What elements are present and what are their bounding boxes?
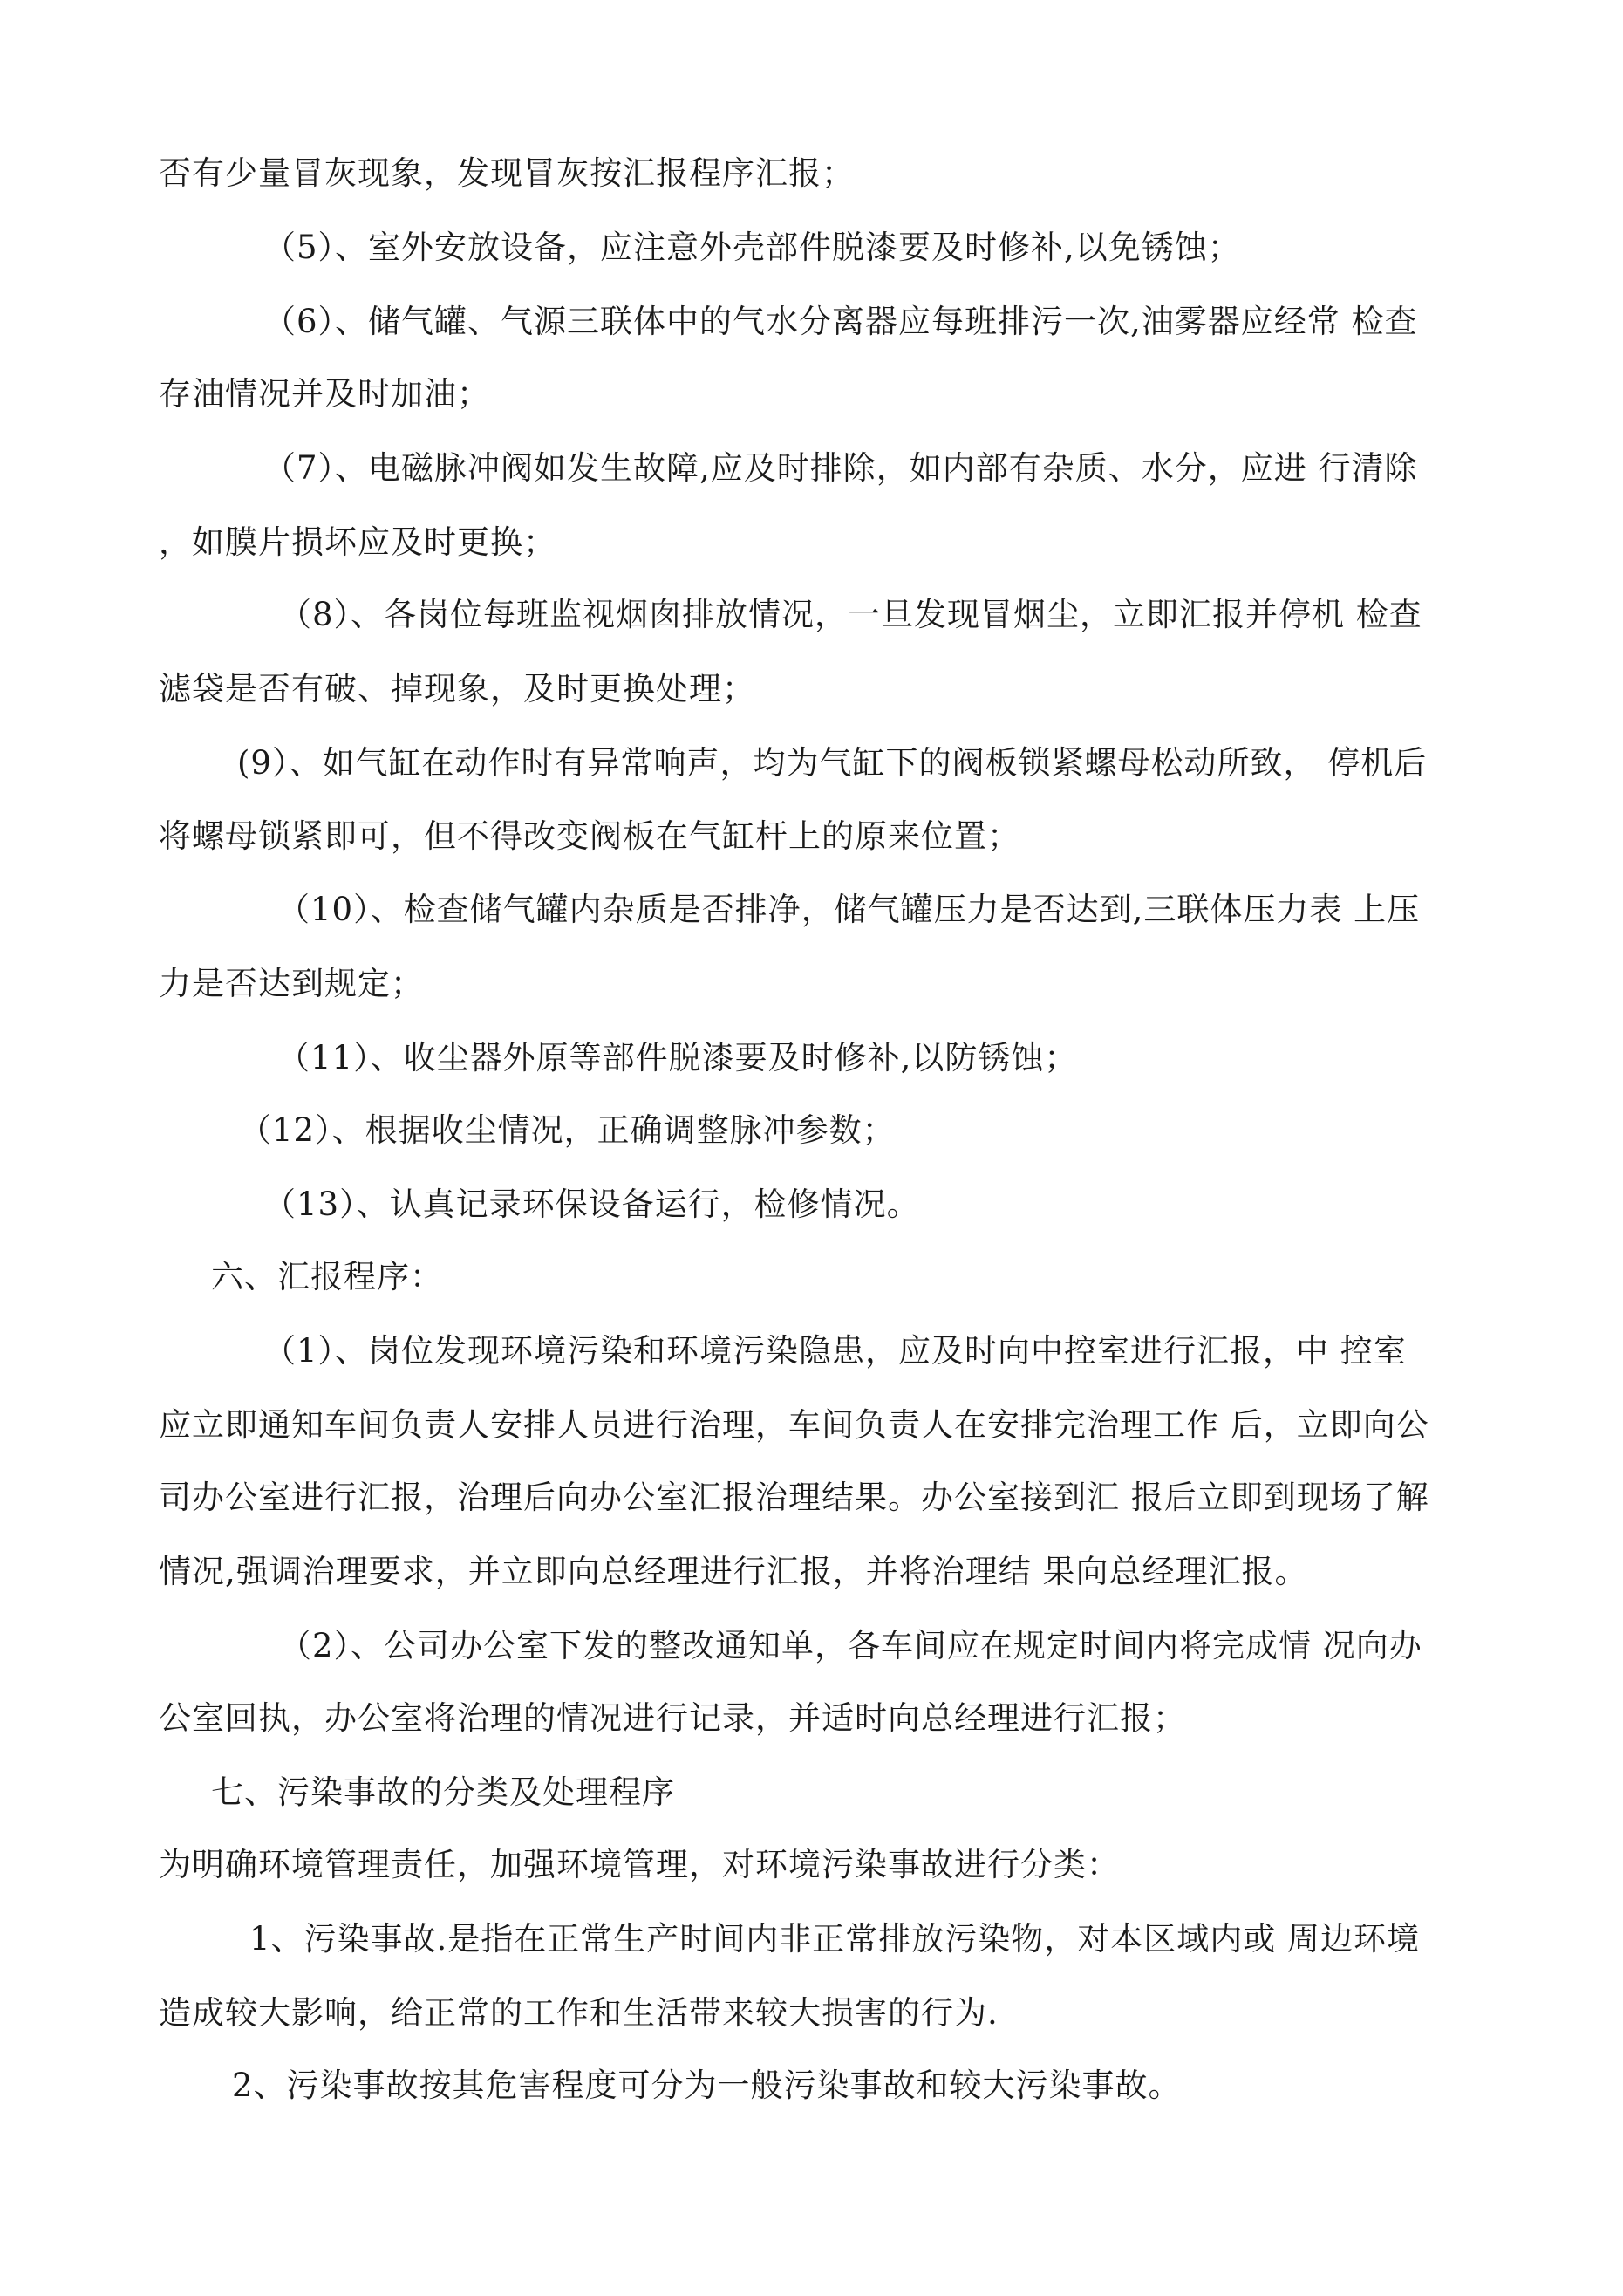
section-heading: 七、污染事故的分类及处理程序 [211, 1773, 675, 1811]
section-heading: 六、汇报程序： [211, 1258, 443, 1295]
text-line: 力是否达到规定； [159, 965, 424, 1002]
text-line: 将螺母锁紧即可，但不得改变阀板在气缸杆上的原来位置； [159, 817, 1020, 855]
text-line: 2、污染事故按其危害程度可分为一般污染事故和较大污染事故。 [232, 2067, 1182, 2104]
text-line: 司办公室进行汇报，治理后向办公室汇报治理结果。办公室接到汇 报后立即到现场了解 [159, 1479, 1429, 1516]
text-line: 存油情况并及时加油； [159, 375, 490, 413]
text-line: （10）、检查储气罐内杂质是否排净，储气罐压力是否达到,三联体压力表 上压 [277, 891, 1421, 928]
text-line: （2）、公司办公室下发的整改通知单，各车间应在规定时间内将完成情 况向办 [279, 1627, 1422, 1664]
text-line: （13）、认真记录环保设备运行，检修情况。 [263, 1186, 920, 1223]
text-line: 为明确环境管理责任，加强环境管理，对环境污染事故进行分类： [159, 1846, 1120, 1883]
text-line: （8）、各岗位每班监视烟囱排放情况，一旦发现冒烟尘，立即汇报并停机 检查 [279, 596, 1422, 633]
text-line: 应立即通知车间负责人安排人员进行治理，车间负责人在安排完治理工作 后，立即向公 [159, 1406, 1429, 1444]
text-line: （6）、储气罐、气源三联体中的气水分离器应每班排污一次,油雾器应经常 检查 [263, 303, 1418, 340]
text-line: （11）、收尘器外原等部件脱漆要及时修补,以防锈蚀； [277, 1039, 1078, 1076]
text-line: 公室回执，办公室将治理的情况进行记录，并适时向总经理进行汇报； [159, 1699, 1186, 1737]
text-line: （7）、电磁脉冲阀如发生故障,应及时排除，如内部有杂质、水分，应进 行清除 [263, 449, 1418, 487]
text-line: 否有少量冒灰现象，发现冒灰按汇报程序汇报； [159, 154, 855, 192]
text-line: 情况,强调治理要求，并立即向总经理进行汇报，并将治理结 果向总经理汇报。 [159, 1553, 1308, 1590]
text-line: (9）、如气缸在动作时有异常响声，均为气缸下的阀板锁紧螺母松动所致， 停机后 [237, 744, 1428, 782]
text-line: （5）、室外安放设备，应注意外壳部件脱漆要及时修补,以免锈蚀； [263, 229, 1241, 266]
text-line: 造成较大影响，给正常的工作和生活带来较大损害的行为. [159, 1994, 999, 2032]
text-line: 滤袋是否有破、掉现象，及时更换处理； [159, 670, 755, 707]
text-line: ，如膜片损坏应及时更换； [159, 523, 556, 561]
text-line: （12）、根据收尘情况，正确调整脉冲参数； [239, 1111, 896, 1149]
text-line: 1、污染事故.是指在正常生产时间内非正常排放污染物，对本区域内或 周边环境 [249, 1920, 1421, 1958]
text-line: （1）、岗位发现环境污染和环境污染隐患，应及时向中控室进行汇报，中 控室 [263, 1332, 1407, 1370]
